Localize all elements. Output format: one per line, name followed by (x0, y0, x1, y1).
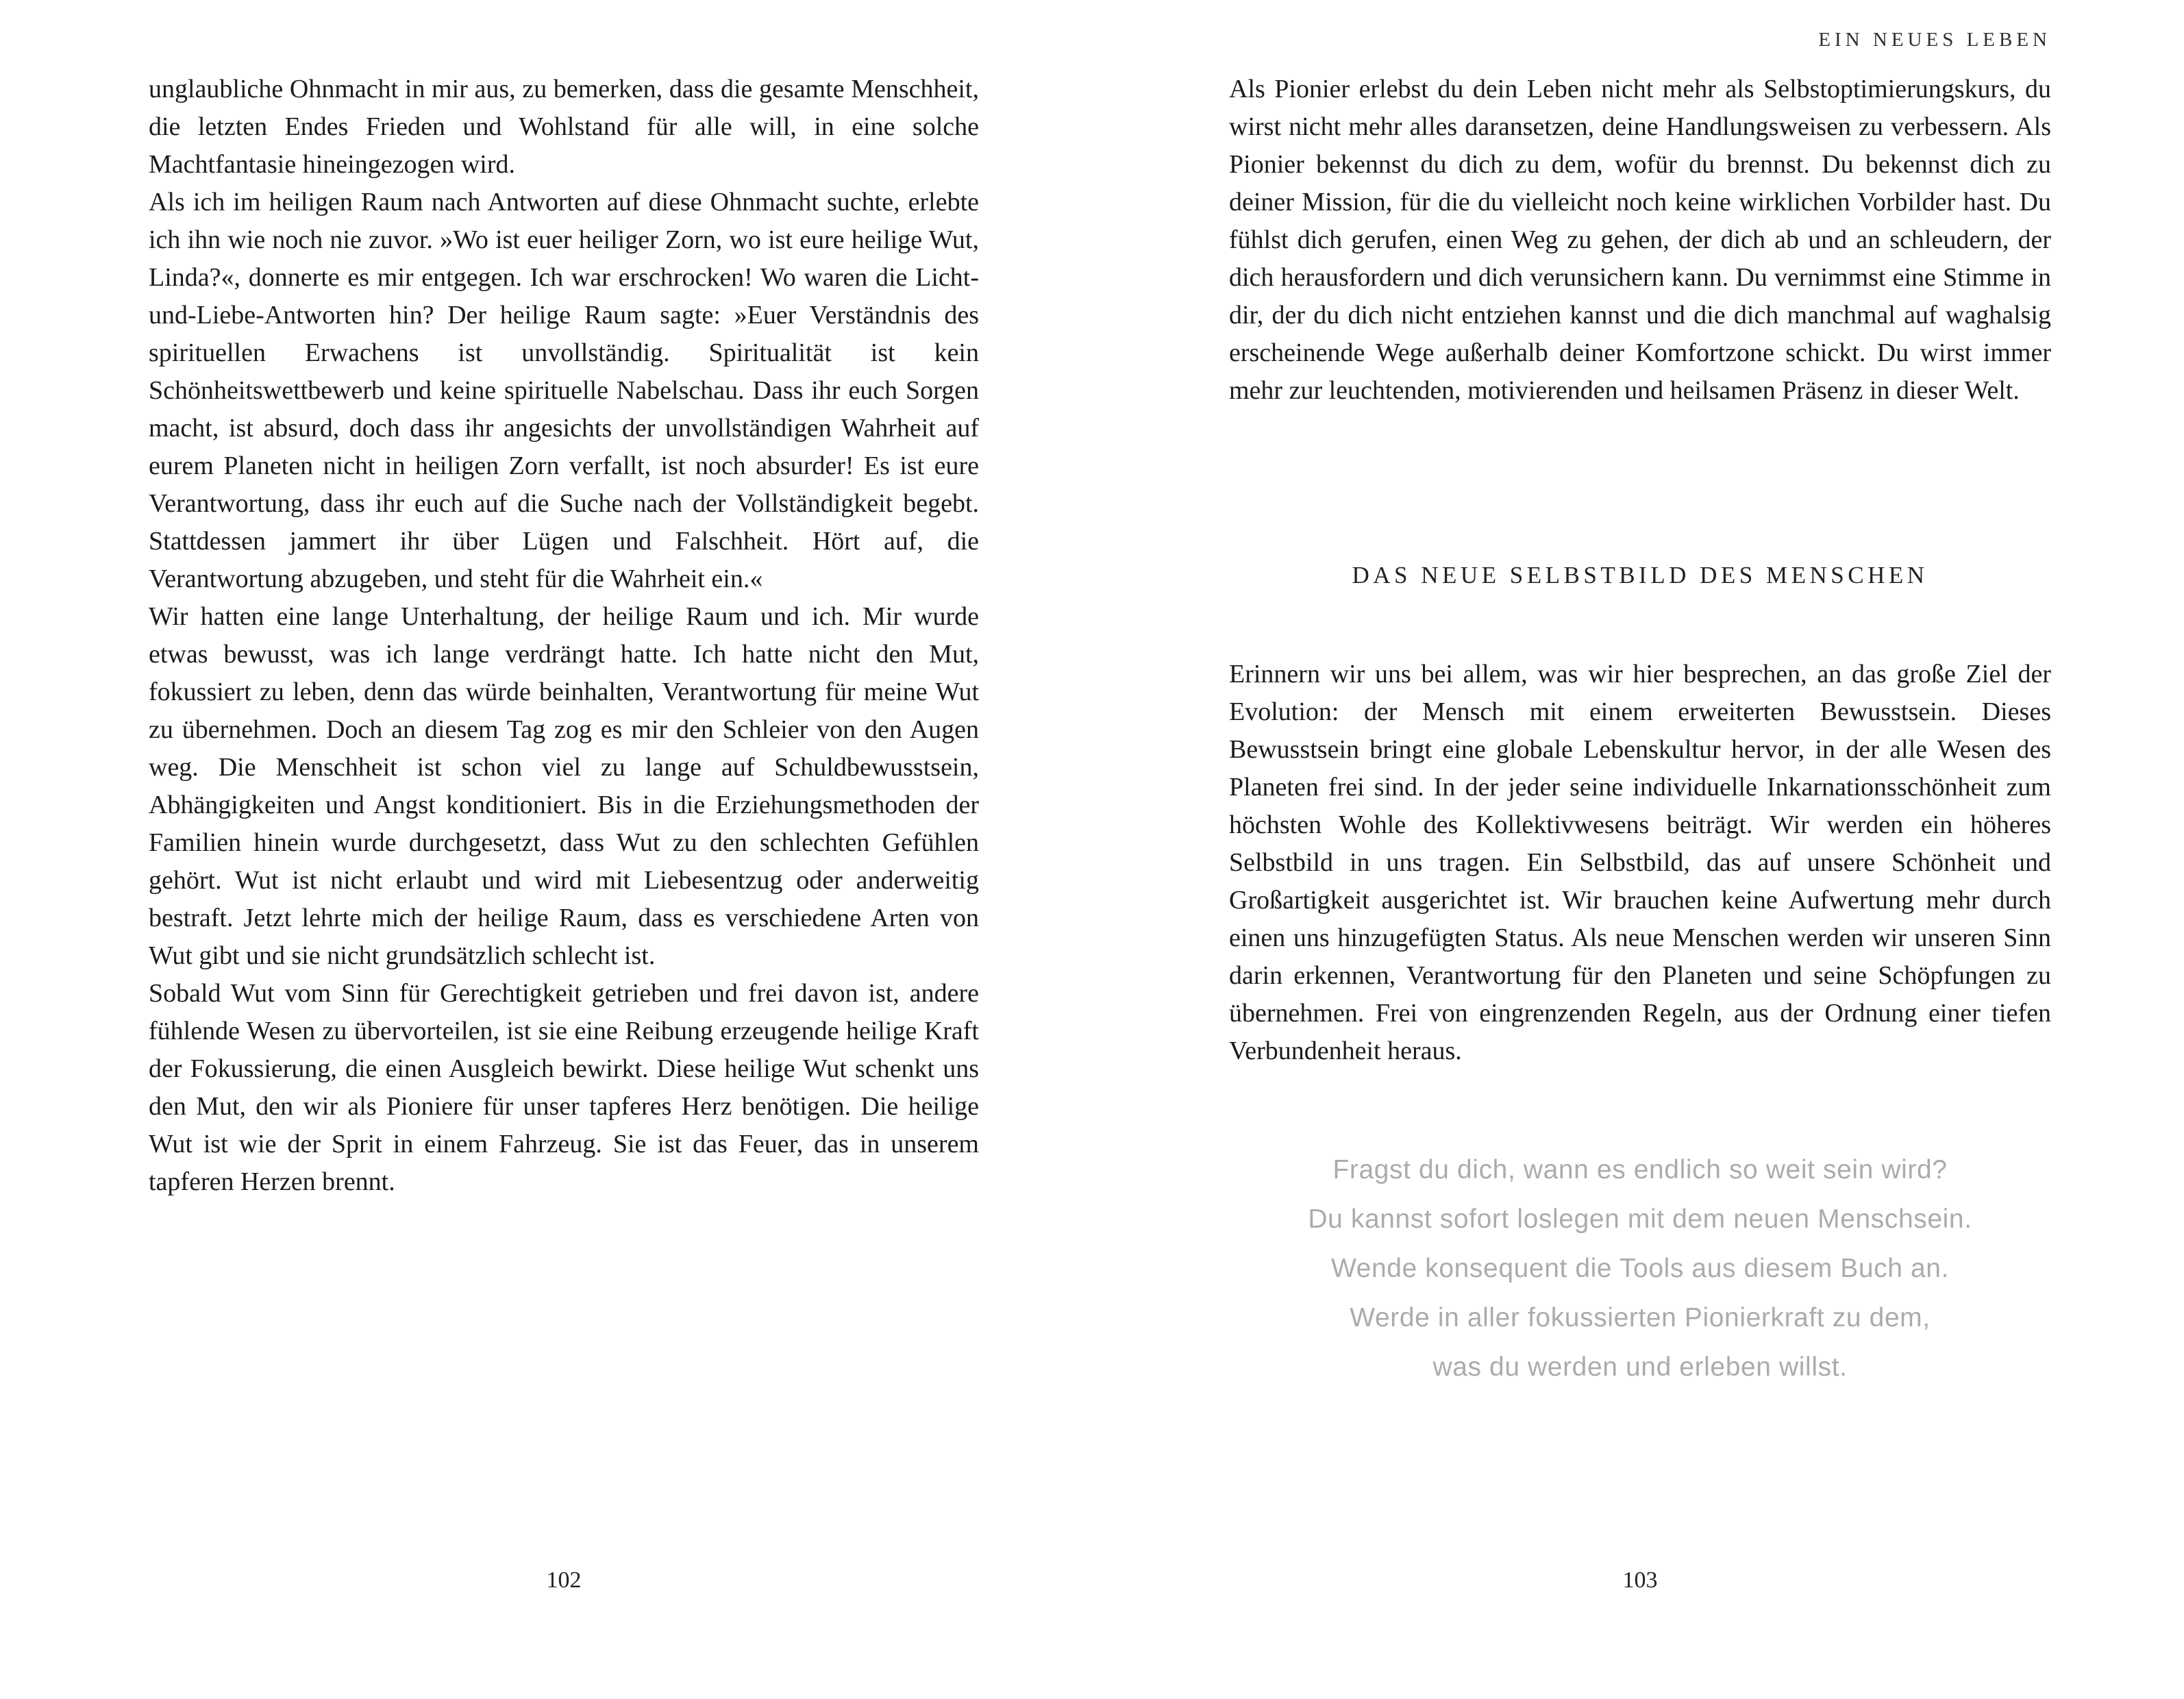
body-paragraph: Als Pionier erlebst du dein Leben nicht mehr als Selbstoptimierungskurs, du wirst nicht mehr alles daransetzen, deine Handlungsweisen zu verbessern. Als Pionier bekennst du dich zu dem, wofür du brennst. Du bekennst dich zu deiner Mission, für die du vielleicht noch keine wirklichen Vorbilder hast. Du fühlst dich gerufen, einen Weg zu gehen, der dich ab und an schleudern, der dich herausfordern und dich verunsichern kann. Du vernimmst eine Stimme in dir, der du dich nicht entziehen kannst und die dich manchmal auf waghalsig erscheinende Wege außerhalb deiner Komfortzone schickt. Du wirst immer mehr zur leuchtenden, motivierenden und heilsamen Präsenz in dieser Welt. (1229, 75, 2051, 405)
page-number-left: 102 (546, 1567, 582, 1593)
running-header: EIN NEUES LEBEN (1818, 29, 2051, 51)
right-text-column (1229, 71, 2051, 1392)
section-heading: DAS NEUE SELBSTBILD DES MENSCHEN (1352, 562, 1928, 588)
quote-line: was du werden und erleben willst. (1432, 1352, 1848, 1382)
body-paragraph: Als ich im heiligen Raum nach Antworten auf diese Ohnmacht suchte, erlebte ich ihn wie noch nie zuvor. »Wo ist euer heiliger Zorn, wo ist eure heilige Wut, Linda?«, donnerte es mir entgegen. Ich war erschrocken! Wo waren die Licht-und-Liebe-Antworten hin? Der heilige Raum sagte: »Euer Verständnis des spirituellen Erwachens ist unvollständig. Spiritualität ist kein Schönheitswettbewerb und keine spirituelle Nabelschau. Dass ihr euch Sorgen macht, ist absurd, doch dass ihr angesichts der unvollständigen Wahrheit auf eurem Planeten nicht in heiligen Zorn verfallt, ist noch absurder! Es ist eure Verantwortung, dass ihr euch auf die Suche nach der Vollständigkeit begebt. Stattdessen jammert ihr über Lügen und Falschheit. Hört auf, die Verantwortung abzugeben, und steht für die Wahrheit ein.« (149, 188, 979, 593)
body-paragraph: unglaubliche Ohnmacht in mir aus, zu bemerken, dass die gesamte Menschheit, die letzten Endes Frieden und Wohlstand für alle will, in eine solche Machtfantasie hineingezogen wird. (149, 75, 979, 179)
quote-line: Wende konsequent die Tools aus diesem Buch an. (1330, 1254, 1950, 1283)
body-paragraph: Sobald Wut vom Sinn für Gerechtigkeit getrieben und frei davon ist, andere fühlende Wesen zu übervorteilen, ist sie eine Reibung erzeugende heilige Kraft der Fokussierung, die einen Ausgleich bewirkt. Diese heilige Wut schenkt uns den Mut, den wir als Pioniere für unser tapferes Herz benötigen. Die heilige Wut ist wie der Sprit in einem Fahrzeug. Sie ist das Feuer, das in unserem tapferen Herzen brennt. (149, 979, 979, 1196)
body-paragraph: Erinnern wir uns bei allem, was wir hier besprechen, an das große Ziel der Evolution: der Mensch mit einem erweiterten Bewusstsein. Dieses Bewusstsein bringt eine globale Lebenskultur hervor, in der alle Wesen des Planeten frei sind. In der jeder seine individuelle Inkarnationsschönheit zum höchsten Wohle des Kollektivwesens beiträgt. Wir werden ein höheres Selbstbild in uns tragen. Ein Selbstbild, das auf unsere Schönheit und Großartigkeit ausgerichtet ist. Wir brauchen keine Aufwertung mehr durch einen uns hinzugefügten Status. Als neue Menschen werden wir unseren Sinn darin erkennen, Verantwortung für den Planeten und seine Schöpfungen zu übernehmen. Frei von eingrenzenden Regeln, aus der Ordnung einer tiefen Verbundenheit heraus. (1229, 660, 2051, 1065)
page-number-right: 103 (1622, 1567, 1658, 1593)
left-text-column (149, 71, 979, 1201)
quote-line: Du kannst sofort loslegen mit dem neuen Menschsein. (1308, 1204, 1972, 1234)
quote-block (1229, 1145, 2051, 1392)
quote-line: Werde in aller fokussierten Pionierkraft zu dem, (1350, 1303, 1931, 1332)
quote-line: Fragst du dich, wann es endlich so weit sein wird? (1332, 1155, 1948, 1185)
page-right (1092, 0, 2184, 1699)
body-paragraph: Wir hatten eine lange Unterhaltung, der heilige Raum und ich. Mir wurde etwas bewusst, was ich lange verdrängt hatte. Ich hatte nicht den Mut, fokussiert zu leben, denn das würde beinhalten, Verantwortung für meine Wut zu übernehmen. Doch an diesem Tag zog es mir den Schleier von den Augen weg. Die Menschheit ist schon viel zu lange auf Schuldbewusstsein, Abhängigkeiten und Angst konditioniert. Bis in die Erziehungsmethoden der Familien hinein wurde durchgesetzt, dass Wut zu den schlechten Gefühlen gehört. Wut ist nicht erlaubt und wird mit Liebesentzug oder anderweitig bestraft. Jetzt lehrte mich der heilige Raum, dass es verschiedene Arten von Wut gibt und sie nicht grundsätzlich schlecht ist. (149, 602, 979, 970)
